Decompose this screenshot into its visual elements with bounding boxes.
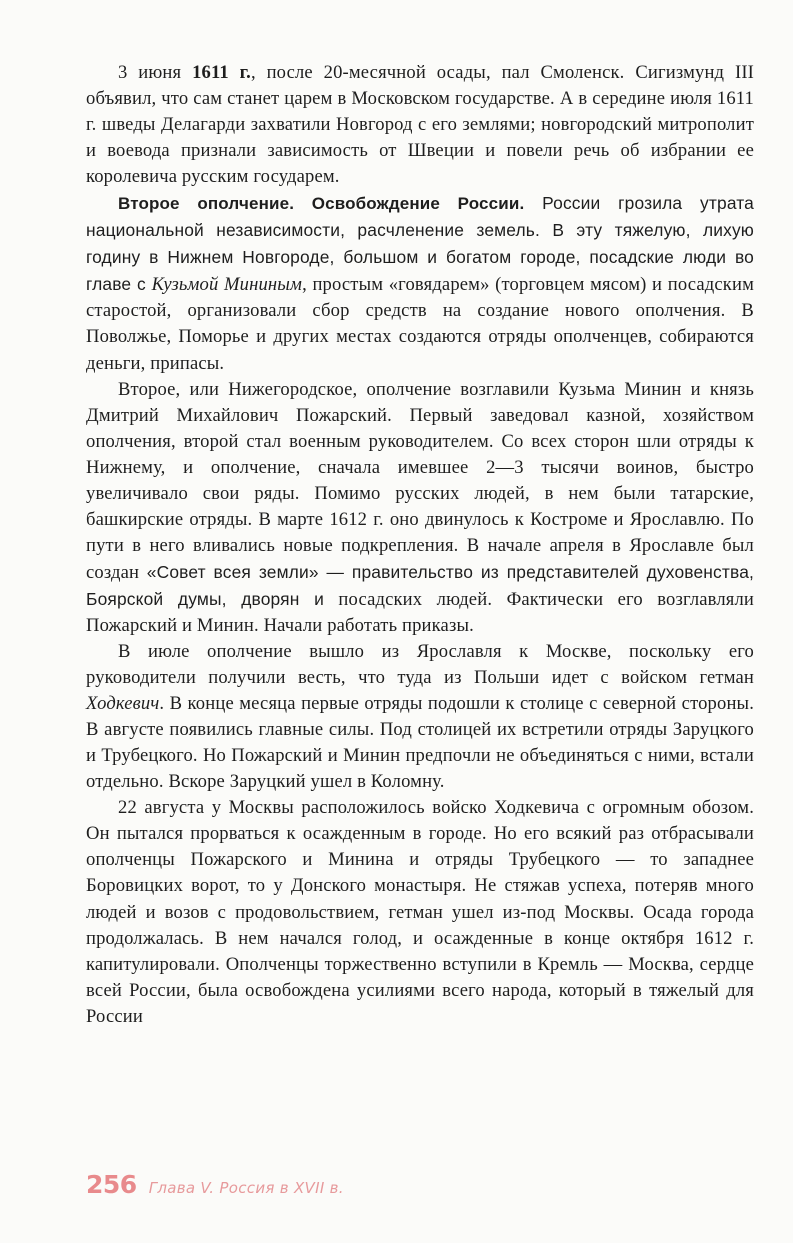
paragraph-text: 22 августа у Москвы расположилось войско Ходкевича с огромным обозом. Он пытался прорваться к осажденным в городе. Но его всякий раз отбрасывали ополченцы Пожарского и Минина и отряды Трубецкого — то западнее Боровицких ворот, то у Донского монастыря. Не стяжав успеха, потеряв много людей и возов с продовольствием, гетман ушел из-под Москвы. Осада города продолжалась. В нем начался голод, и осажденные в конце октября 1612 г. капитулировали. Ополченцы торжественно вступили в Кремль — Москва, сердце всей России, была освобождена усилиями всего народа, который в тяжелый для России <box>86 797 754 1027</box>
paragraph-liberation-of-moscow <box>86 795 754 1029</box>
main-text-column <box>86 60 754 1030</box>
page-number: 256 <box>86 1170 137 1199</box>
person-name-italic: Кузьмой Мининым <box>151 274 303 296</box>
paragraph-text: В июле ополчение вышло из Ярославля к Москве, поскольку его руководители получили весть, что туда из Польши идет с войском гетман <box>86 641 754 689</box>
paragraph-text-sans: «Совет всея земли» — правительство из представителей духовенства, Боярской думы, дворян и <box>86 561 755 609</box>
page-footer <box>86 1170 344 1204</box>
year-bold-text: 1611 г. <box>192 62 251 83</box>
paragraph-text: посадских людей. Фактически его возглавляли Пожарский и Минин. Начали работать приказы. <box>86 588 754 636</box>
paragraph-text: , после 20-месячной осады, пал Смоленск. Сигизмунд III объявил, что сам станет царем в Московском государстве. А в середине июля 1611 г. шведы Делагарди захватили Новгород с его землями; новгородский митрополит и воевода признали зависимость от Швеции и повели речь об избрании ее королевича русским государем. <box>86 62 755 188</box>
paragraph-text-sans: России грозила утрата национальной независимости, расчленение земель. В эту тяжелую, лихую годину в Нижнем Новгороде, большом и богатом городе, посадские люди во главе с <box>86 193 754 295</box>
paragraph-march-to-moscow <box>86 639 754 795</box>
date-text: 3 июня <box>118 62 193 83</box>
running-head: Глава V. Россия в XVII в. <box>148 1179 344 1197</box>
paragraph-smolensk-fall <box>86 60 754 190</box>
person-name-italic: Ходкевич <box>86 693 160 715</box>
paragraph-nizhny-militia <box>86 377 754 639</box>
paragraph-text: . В конце месяца первые отряды подошли к столице с северной стороны. В августе появились главные силы. Под столицей их встретили отряды Заруцкого и Трубецкого. Но Пожарский и Минин предпочли не объединяться с ними, встали отдельно. Вскоре Заруцкий ушел в Коломну. <box>86 693 754 793</box>
paragraph-second-militia <box>86 190 754 376</box>
section-heading: Второе ополчение. Освобождение России. <box>118 194 525 214</box>
paragraph-text: Второе, или Нижегородское, ополчение возглавили Кузьма Минин и князь Дмитрий Михайлович Пожарский. Первый заведовал казной, хозяйством ополчения, второй стал военным руководителем. Со всех сторон шли отряды к Нижнему, и ополчение, сначала имевшее 2—3 тысячи воинов, быстро увеличивало свои ряды. Помимо русских людей, в нем были татарские, башкирские отряды. В марте 1612 г. оно двинулось к Костроме и Ярославлю. По пути в него вливались новые подкрепления. В начале апреля в Ярославле был создан <box>86 378 754 583</box>
paragraph-text: , простым «говядарем» (торговцем мясом) и посадским старостой, организовали сбор средств на создание нового ополчения. В Поволжье, Поморье и других местах создаются отряды ополченцев, собираются деньги, припасы. <box>86 274 754 374</box>
